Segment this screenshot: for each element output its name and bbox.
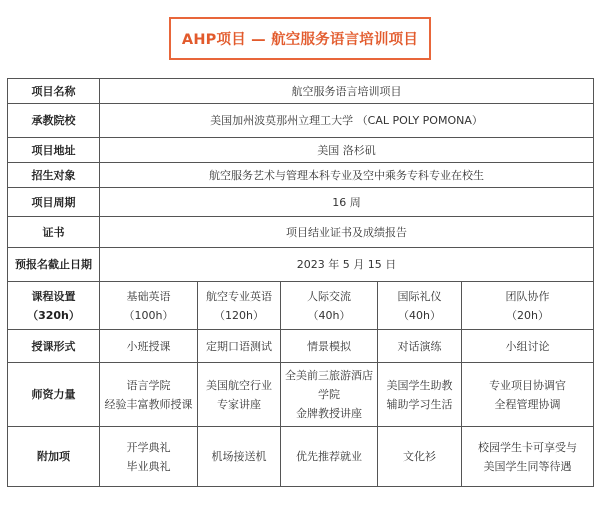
title-banner: [169, 17, 431, 60]
course-hours: （40h）: [398, 308, 441, 322]
extras-line: 毕业典礼: [126, 459, 171, 473]
course-name: 团队协作: [505, 289, 550, 303]
faculty-line: 辅助学习生活: [386, 397, 453, 411]
row-label-school: 承教院校: [8, 104, 100, 138]
faculty-line: 经验丰富教师授课: [104, 397, 193, 411]
row-label-location: 项目地址: [8, 138, 100, 163]
faculty-cell: [462, 363, 594, 427]
row-label-recruit: 招生对象: [8, 163, 100, 188]
faculty-line: 金牌教授讲座: [296, 407, 362, 420]
row-value-deadline: 2023 年 5 月 15 日: [100, 248, 594, 282]
row-label-deadline: 预报名截止日期: [8, 248, 100, 282]
faculty-line: 全美前三旅游酒店学院: [285, 369, 373, 401]
page-title: AHP项目 — 航空服务语言培训项目: [181, 32, 419, 48]
row-label-certificate: 证书: [8, 217, 100, 248]
table-row: [8, 217, 594, 248]
course-hours: （100h）: [123, 308, 174, 322]
courses-label-line1: 课程设置: [31, 289, 76, 303]
course-cell: [378, 282, 462, 330]
faculty-line: 专家讲座: [217, 397, 261, 411]
faculty-cell: [100, 363, 198, 427]
faculty-line: 美国学生助教: [386, 378, 453, 392]
table-row: [8, 188, 594, 217]
course-hours: （40h）: [307, 308, 351, 322]
extras-cell: 机场接送机: [198, 427, 281, 487]
faculty-cell: [198, 363, 281, 427]
table-row: [8, 104, 594, 138]
row-value-name: 航空服务语言培训项目: [100, 79, 594, 104]
row-label-extras: 附加项: [8, 427, 100, 487]
table-row: [8, 163, 594, 188]
course-name: 人际交流: [307, 289, 351, 303]
teaching-cell: 情景模拟: [281, 330, 378, 363]
faculty-cell: [378, 363, 462, 427]
table-row: [8, 330, 594, 363]
teaching-cell: 对话演练: [378, 330, 462, 363]
table-row: [8, 138, 594, 163]
course-hours: （20h）: [506, 308, 549, 322]
extras-line: 开学典礼: [126, 440, 171, 454]
row-label-period: 项目周期: [8, 188, 100, 217]
row-value-certificate: 项目结业证书及成绩报告: [100, 217, 594, 248]
table-row: [8, 79, 594, 104]
row-label-faculty: 师资力量: [8, 363, 100, 427]
row-value-school: 美国加州波莫那州立理工大学 （CAL POLY POMONA）: [100, 104, 594, 138]
course-cell: [198, 282, 281, 330]
course-name: 国际礼仪: [397, 289, 442, 303]
table-row: [8, 427, 594, 487]
course-name: 基础英语: [126, 289, 171, 303]
row-value-recruit: 航空服务艺术与管理本科专业及空中乘务专科专业在校生: [100, 163, 594, 188]
teaching-cell: 小班授课: [100, 330, 198, 363]
table-row: [8, 248, 594, 282]
course-cell: [462, 282, 594, 330]
faculty-line: 语言学院: [126, 378, 171, 392]
table-row: [8, 363, 594, 427]
extras-line: 美国学生同等待遇: [483, 459, 572, 473]
extras-cell: 文化衫: [378, 427, 462, 487]
row-value-location: 美国 洛杉矶: [100, 138, 594, 163]
course-cell: [281, 282, 378, 330]
row-label-teaching: 授课形式: [8, 330, 100, 363]
extras-cell: [100, 427, 198, 487]
row-label-name: 项目名称: [8, 79, 100, 104]
course-hours: （120h）: [214, 308, 264, 322]
course-cell: [100, 282, 198, 330]
teaching-cell: 定期口语测试: [198, 330, 281, 363]
course-name: 航空专业英语: [206, 289, 272, 303]
extras-cell: [462, 427, 594, 487]
table-row: [8, 282, 594, 330]
program-info-table: [7, 78, 594, 487]
faculty-cell: [281, 363, 378, 427]
extras-line: 校园学生卡可享受与: [478, 440, 578, 454]
faculty-line: 美国航空行业: [206, 378, 272, 392]
teaching-cell: 小组讨论: [462, 330, 594, 363]
faculty-line: 全程管理协调: [494, 397, 561, 411]
courses-label-line2: （320h）: [27, 308, 80, 322]
row-value-period: 16 周: [100, 188, 594, 217]
extras-cell: 优先推荐就业: [281, 427, 378, 487]
row-label-courses: [8, 282, 100, 330]
faculty-line: 专业项目协调官: [489, 378, 567, 392]
